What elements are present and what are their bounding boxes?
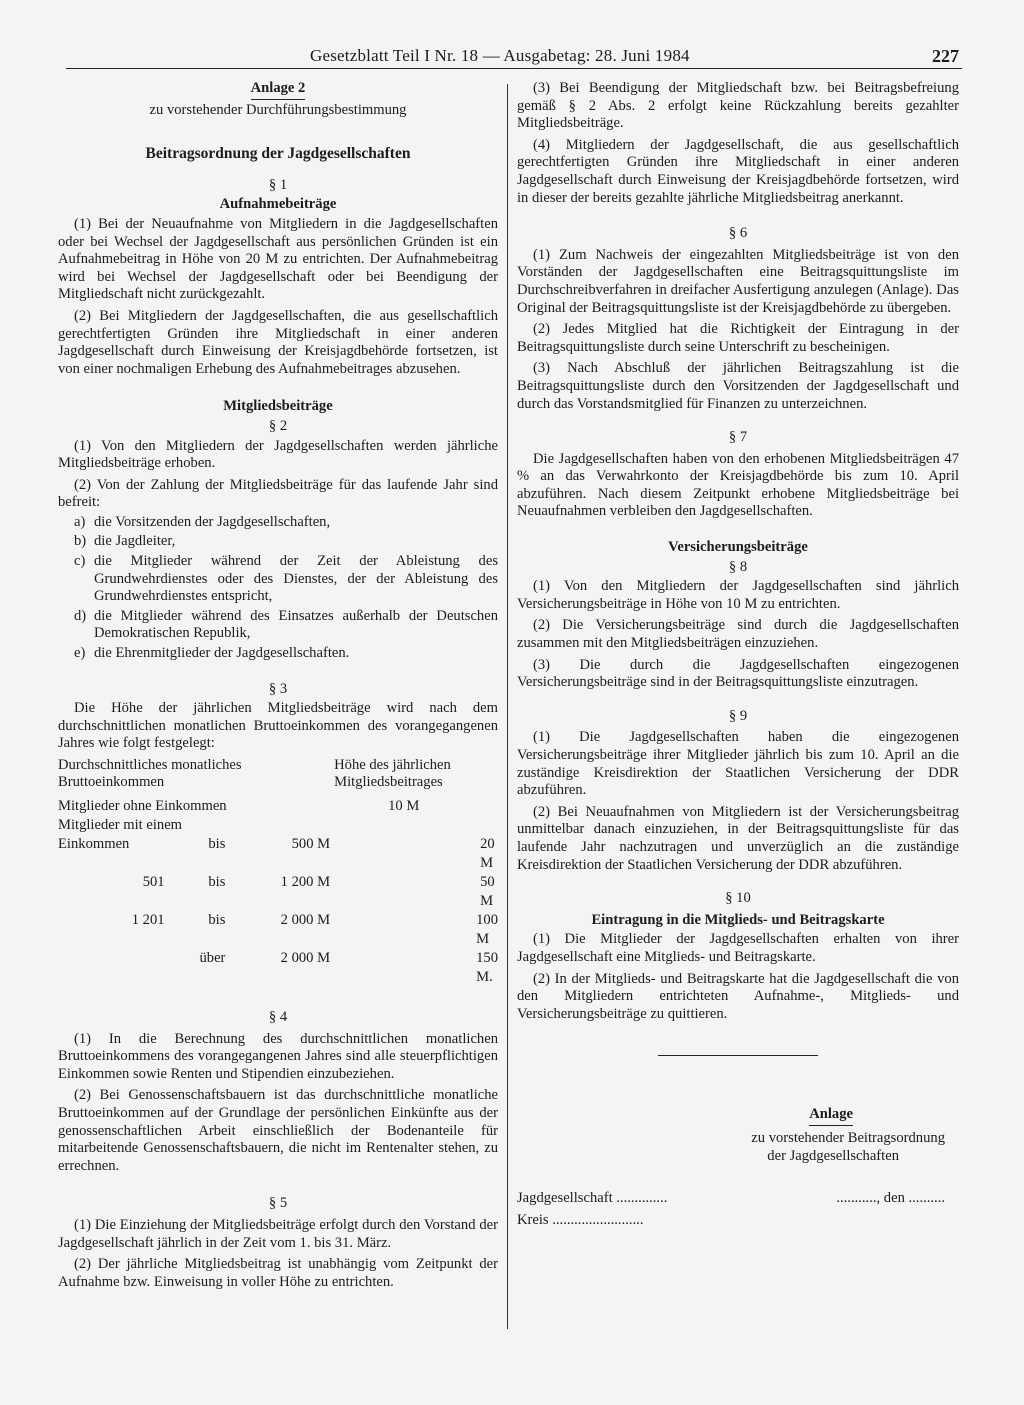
mitgliedsbeitraege-heading: Mitgliedsbeiträge — [223, 398, 333, 415]
section-5-para-4: (4) Mitgliedern der Jagdgesellschaft, die aus gesellschaftlich gerechtfertigten Gründen ihre Mitgliedschaft in einer anderen Jagdgesellschaft durch Einweisung der Kreisjagdbehörde fortsetzen, wird in dieser der bereits gezahlte jährliche Mitgliedsbeitrag anerkannt. — [517, 136, 959, 206]
table-row: Mitglieder ohne Einkommen 10 M — [58, 798, 420, 814]
versicherungsbeitraege-heading: Versicherungsbeiträge — [668, 539, 808, 556]
list-item: e) die Ehrenmitglieder der Jagdgesellschaften. — [74, 645, 350, 662]
section-1-title: Aufnahmebeiträge — [219, 196, 337, 213]
section-9-para-1: (1) Die Jagdgesellschaften haben die eingezogenen Versicherungsbeiträge ihrer Mitglieder jährlich bis zum 10. April an die zuständige Kreisdirektion der Staatlichen Versicherung der DDR abzuführen. — [517, 729, 959, 799]
header-rule — [66, 68, 962, 69]
list-item: a) die Vorsitzenden der Jagdgesellschaften, — [74, 513, 331, 530]
section-1-para-2: (2) Bei Mitgliedern der Jagdgesellschaften, die aus gesellschaftlich gerechtfertigten Gründen ihre Mitgliedschaft in einer anderen Jagdgesellschaft durch Einweisung der Kreisjagdbehörde fortsetzen, ist von einer nochmaligen Erhebung des Aufnahmebeitrages abzusehen. — [58, 307, 498, 377]
section-6-para-3: (3) Nach Abschluß der jährlichen Beitragszahlung ist die Beitragsquittungsliste durch den Vorsitzenden der Jagdgesellschaft und durch das Vorstandsmitglied für Finanzen zu unterzeichnen. — [517, 360, 959, 412]
table-row: über 2 000 M 150 M. — [199, 950, 498, 985]
page-number: 227 — [932, 46, 959, 66]
section-2-para-2: (2) Von der Zahlung der Mitgliedsbeiträge für das laufende Jahr sind befreit: — [58, 476, 498, 511]
section-8-para-2: (2) Die Versicherungsbeiträge sind durch die Jagdgesellschaften zusammen mit den Mitgliedsbeiträgen einzuziehen. — [517, 617, 959, 652]
section-10-para-1: (1) Die Mitglieder der Jagdgesellschaften erhalten von ihrer Jagdgesellschaft eine Mitglieds- und Beitragskarte. — [517, 931, 959, 965]
section-5-para-2: (2) Der jährliche Mitgliedsbeitrag ist unabhängig vom Zeitpunkt der Aufnahme bzw. Einweisung in voller Höhe zu entrichten. — [58, 1256, 498, 1290]
anlage-2-title: Anlage 2 — [251, 80, 306, 100]
anlage-2-subtitle: zu vorstehender Durchführungsbestimmung — [149, 101, 407, 118]
section-5-para-1: (1) Die Einziehung der Mitgliedsbeiträge erfolgt durch den Vorstand der Jagdgesellschaft jährlich in der Zeit vom 1. bis 31. März. — [58, 1216, 498, 1251]
anlage-subtitle-1: zu vorstehender Beitragsordnung — [751, 1129, 945, 1146]
fee-table-col-head-fee: Höhe des jährlichen Mitgliedsbeitrages — [334, 757, 451, 790]
form-kreis-line: Kreis ......................... — [517, 1212, 644, 1229]
anlage-title: Anlage — [809, 1106, 853, 1126]
form-jagdgesellschaft-line: Jagdgesellschaft .............. — [517, 1190, 668, 1207]
column-divider — [507, 84, 508, 1329]
section-10-number: § 10 — [725, 890, 751, 907]
form-date-line: ..........., den .......... — [836, 1190, 945, 1207]
closing-rule — [658, 1055, 818, 1056]
section-3-para-1: Die Höhe der jährlichen Mitgliedsbeiträge wird nach dem durchschnittlichen monatlichen Bruttoeinkommen des vorangegangenen Jahres wie folgt festgelegt: — [58, 700, 498, 752]
anlage-subtitle-2: der Jagdgesellschaften — [767, 1147, 899, 1164]
section-5-number: § 5 — [268, 1195, 288, 1212]
gazette-title: Gesetzblatt Teil I Nr. 18 — Ausgabetag: 28. Juni 1984 — [310, 46, 690, 65]
left-column — [58, 80, 498, 1295]
table-row: Mitglieder mit einem — [58, 817, 183, 833]
section-1-para-1: (1) Bei der Neuaufnahme von Mitgliedern in die Jagdgesellschaften oder bei Wechsel der Jagdgesellschaft aus persönlichen Gründen ist ein Aufnahmebeitrag in Höhe von 20 M zu entrichten. Der Aufnahmebeitrag wird bei Wechsel der Jagdgesellschaft oder bei Beendigung der Mitgliedschaft nicht zurückgezahlt. — [58, 215, 498, 303]
section-2-number: § 2 — [268, 417, 288, 434]
section-4-para-1: (1) In die Berechnung des durchschnittlichen monatlichen Bruttoeinkommens des vorangegangenen Jahres sind alle steuerpflichtigen Einkommen sowie Renten und Stipendien einzubeziehen. — [58, 1030, 498, 1082]
list-item: d) die Mitglieder während des Einsatzes außerhalb der Deutschen Demokratischen Republik, — [74, 607, 498, 642]
section-9-number: § 9 — [728, 707, 748, 724]
section-4-para-2: (2) Bei Genossenschaftsbauern ist das durchschnittliche monatliche Bruttoeinkommen auf der Grundlage der persönlichen Einkünfte aus der genossenschaftlichen Arbeit einschließlich der Bodenanteile für mitarbeitende Genossenschaftsbauern, die nicht im Rentenalter stehen, zu errechnen. — [58, 1087, 498, 1174]
section-10-title: Eintragung in die Mitglieds- und Beitragskarte — [591, 911, 885, 928]
table-row: 501 bis 1 200 M 50 M — [142, 874, 495, 909]
section-2-para-1: (1) Von den Mitgliedern der Jagdgesellschaften werden jährliche Mitgliedsbeiträge erhoben. — [58, 437, 498, 472]
section-8-para-1: (1) Von den Mitgliedern der Jagdgesellschaften sind jährlich Versicherungsbeiträge in Höhe von 10 M zu entrichten. — [517, 578, 959, 612]
section-6-number: § 6 — [728, 225, 748, 242]
right-column — [517, 80, 959, 1231]
section-8-para-3: (3) Die durch die Jagdgesellschaften eingezogenen Versicherungsbeiträge sind in der Beitragsquittungsliste einzutragen. — [517, 656, 959, 691]
section-10-para-2: (2) In der Mitglieds- und Beitragskarte hat die Jagdgesellschaft die von den Mitgliedern entrichteten Aufnahme-, Mitglieds- und Versicherungsbeiträge zu quittieren. — [517, 970, 959, 1022]
section-8-number: § 8 — [728, 558, 748, 575]
section-3-number: § 3 — [268, 680, 288, 697]
fee-table-col-head-income: Durchschnittliches monatliches Bruttoeinkommen — [58, 757, 242, 790]
section-9-para-2: (2) Bei Neuaufnahmen von Mitgliedern ist der Versicherungsbeitrag unmittelbar danach einzuziehen, in der Beitragsquittungsliste für das laufende Jahr nachzutragen und unverzüglich an die zuständige Kreisdirektion der Staatlichen Versicherung der DDR abzuführen. — [517, 803, 959, 873]
list-item: b) die Jagdleiter, — [74, 533, 176, 550]
page-header — [0, 44, 1024, 74]
section-6-para-2: (2) Jedes Mitglied hat die Richtigkeit der Eintragung in der Beitragsquittungsliste durch seine Unterschrift zu bescheinigen. — [517, 321, 959, 355]
section-5-para-3: (3) Bei Beendigung der Mitgliedschaft bzw. bei Beitragsbefreiung gemäß § 2 Abs. 2 erfolgt keine Rückzahlung bereits gezahlter Mitgliedsbeiträge. — [517, 80, 959, 132]
fee-table — [58, 757, 498, 987]
exemption-list — [58, 514, 498, 663]
section-7-number: § 7 — [728, 429, 748, 446]
section-7-para-1: Die Jagdgesellschaften haben von den erhobenen Mitgliedsbeiträgen 47 % an das Verwahrkonto der Kreisjagdbehörde bis zum 10. April abzuführen. Nach diesem Zeitpunkt erhobene Mitgliedsbeiträge bei Neuaufnahmen verbleiben den Jagdgesellschaften. — [517, 450, 959, 520]
section-1-number: § 1 — [268, 176, 288, 193]
section-4-number: § 4 — [268, 1009, 288, 1025]
main-title: Beitragsordnung der Jagdgesellschaften — [145, 145, 411, 163]
table-row: 1 201 bis 2 000 M 100 M — [131, 912, 498, 947]
list-item: c) die Mitglieder während der Zeit der Ableistung des Grundwehrdienstes oder des Dienstes, der der Ableistung des Grundwehrdienstes entspricht, — [74, 553, 498, 605]
section-6-para-1: (1) Zum Nachweis der eingezahlten Mitgliedsbeiträge ist von den Vorständen der Jagdgesellschaften eine Beitragsquittungsliste im Durchschreibverfahren in dreifacher Ausfertigung anzulegen (Anlage). Das Original der Beitragsquittungsliste ist der Kreisjagdbehörde zu übergeben. — [517, 246, 959, 316]
table-row: Einkommen bis 500 M 20 M — [58, 836, 495, 871]
